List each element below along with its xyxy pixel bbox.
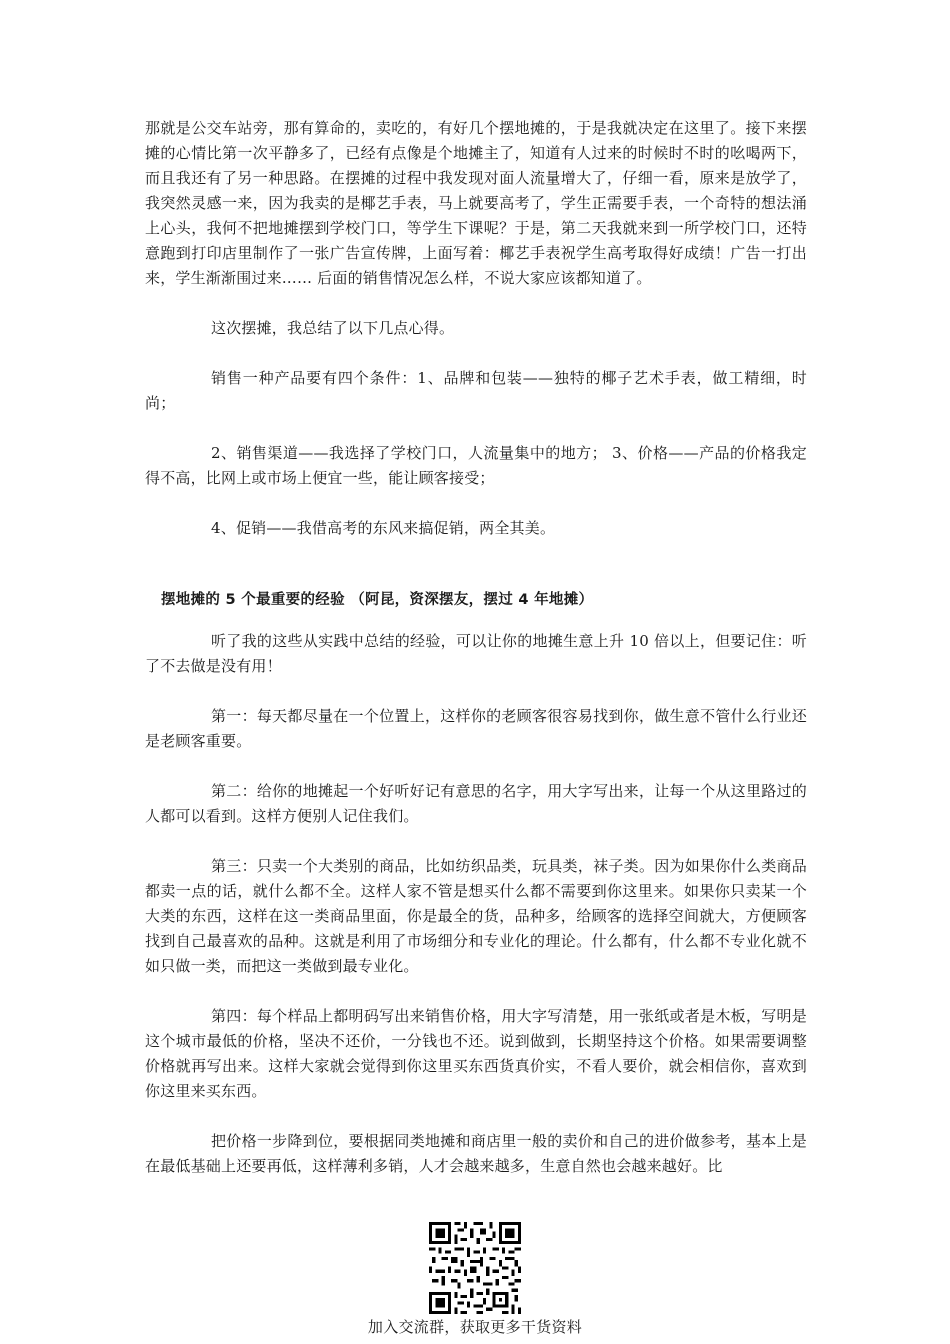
paragraph-intro-experience: 听了我的这些从实践中总结的经验，可以让你的地摊生意上升 10 倍以上，但要记住：听了不去做是没有用！ [145,632,807,675]
paragraph-stall-location: 那就是公交车站旁，那有算命的，卖吃的，有好几个摆地摊的，于是我就决定在这里了。接下来摆摊的心情比第一次平静多了，已经有点像是个地摊主了，知道有人过来的时候时不时的吆喝两下，而且我还有了另一种思路。在摆摊的过程中我发现对面人流量增大了，仔细一看，原来是放学了，我突然灵感一来，因为我卖的是椰艺手表，马上就要高考了，学生正需要手表，一个奇特的想法涌上心头，我何不把地摊摆到学校门口，等学生下课呢？于是，第二天我就来到一所学校门口，还特意跑到打印店里制作了一张广告宣传牌，上面写着：椰艺手表祝学生高考取得好成绩！广告一打出来，学生渐渐围过来…… 后面的销售情况怎么样，不说大家应该都知道了。 [145,119,807,287]
paragraph-summary-intro: 这次摆摊，我总结了以下几点心得。 [211,319,455,337]
section-heading: 摆地摊的 5 个最重要的经验 （阿昆，资深摆友，摆过 4 年地摊） [161,592,594,608]
footer [0,1222,950,1337]
document-body [145,116,807,1179]
paragraph-four-conditions: 销售一种产品要有四个条件：1、品牌和包装——独特的椰子艺术手表，做工精细，时尚； [145,369,807,412]
paragraph-promotion: 4、促销——我借高考的东风来搞促销，两全其美。 [211,519,556,537]
qr-code-icon[interactable] [429,1222,521,1314]
paragraph-channel-price: 2、销售渠道——我选择了学校门口，人流量集中的地方； 3、价格——产品的价格我定得不高，比网上或市场上便宜一些，能让顾客接受； [145,444,807,487]
paragraph-tip-three: 第三：只卖一个大类别的商品，比如纺织品类，玩具类，袜子类。因为如果你什么类商品都卖一点的话，就什么都不全。这样人家不管是想买什么都不需要到你这里来。如果你只卖某一个大类的东西，这样在这一类商品里面，你是最全的货，品种多，给顾客的选择空间就大，方便顾客找到自己最喜欢的品种。这就是利用了市场细分和专业化的理论。什么都有，什么都不专业化就不如只做一类，而把这一类做到最专业化。 [145,857,807,975]
paragraph-tip-two: 第二：给你的地摊起一个好听好记有意思的名字，用大字写出来，让每一个从这里路过的人都可以看到。这样方便别人记住我们。 [145,782,807,825]
paragraph-tip-one: 第一：每天都尽量在一个位置上，这样你的老顾客很容易找到你，做生意不管什么行业还是老顾客重要。 [145,707,807,750]
footer-caption: 加入交流群，获取更多干货资料 [367,1318,583,1336]
paragraph-tip-four: 第四：每个样品上都明码写出来销售价格，用大字写清楚，用一张纸或者是木板，写明是这个城市最低的价格，坚决不还价，一分钱也不还。说到做到，长期坚持这个价格。如果需要调整价格就再写出来。这样大家就会觉得到你这里买东西货真价实，不看人要价，就会相信你，喜欢到你这里来买东西。 [145,1007,807,1100]
paragraph-pricing: 把价格一步降到位，要根据同类地摊和商店里一般的卖价和自己的进价做参考，基本上是在最低基础上还要再低，这样薄利多销，人才会越来越多，生意自然也会越来越好。比 [145,1132,807,1175]
